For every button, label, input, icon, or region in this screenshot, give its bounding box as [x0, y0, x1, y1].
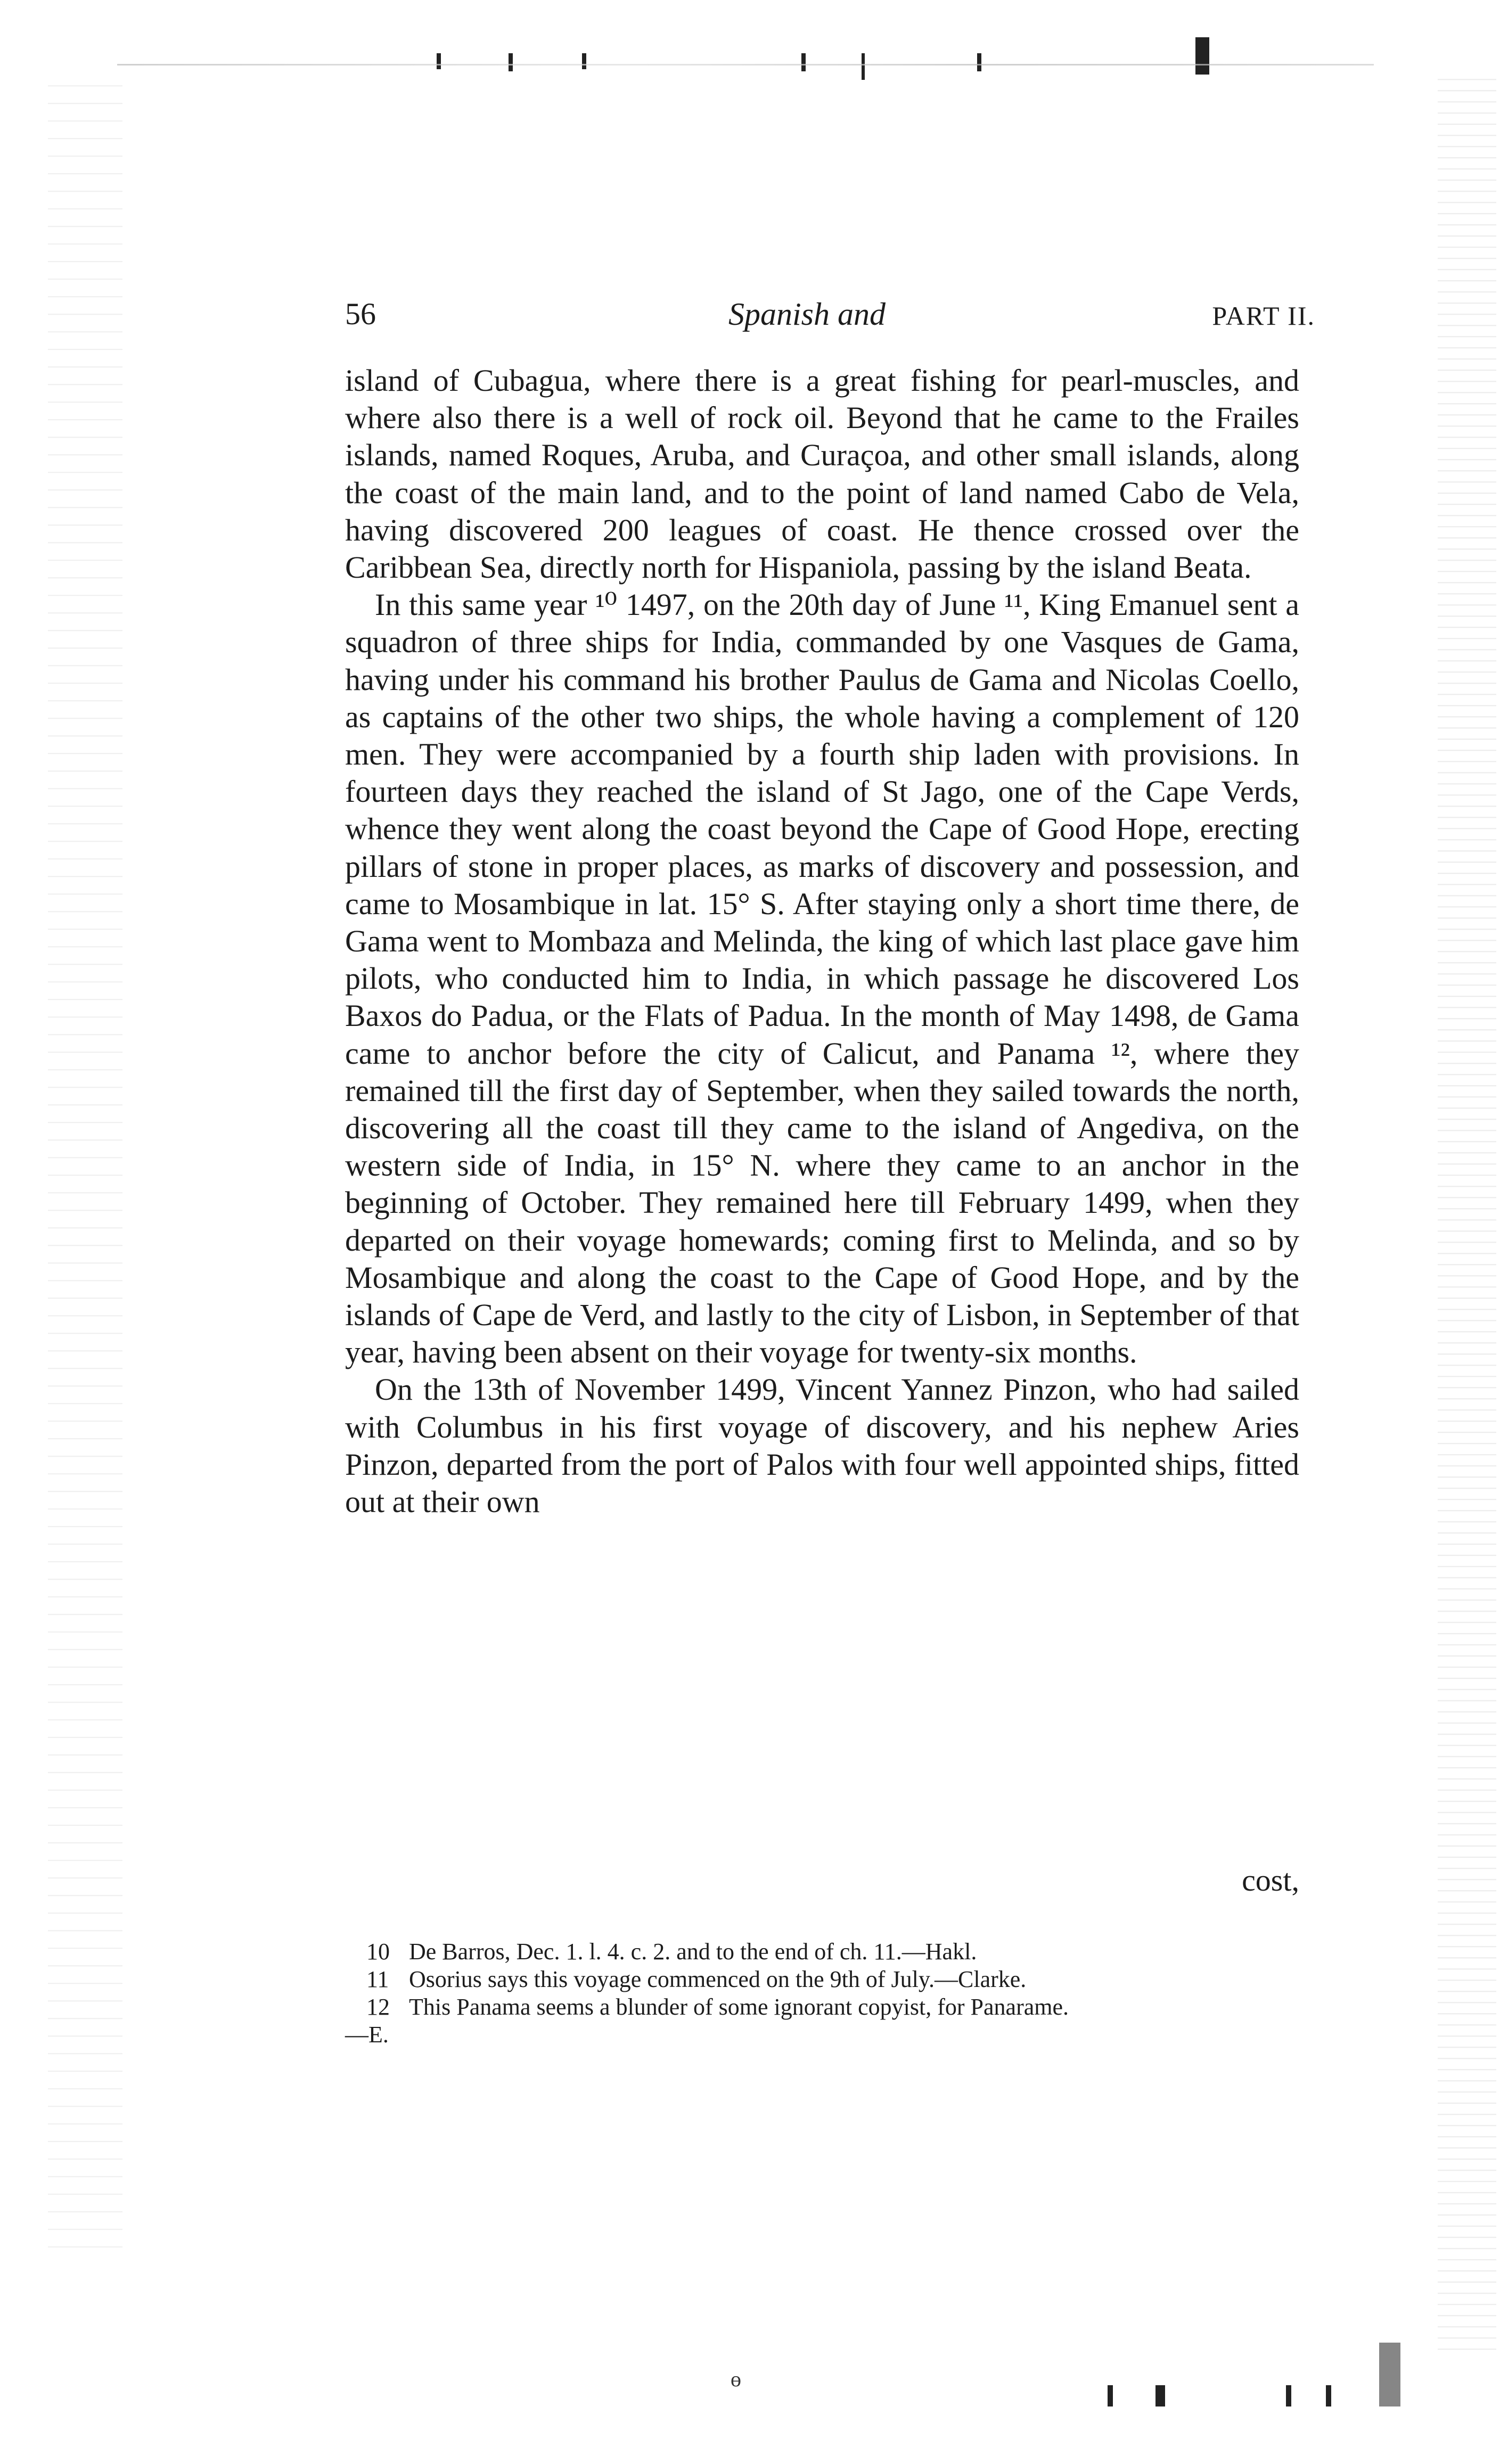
footnote-number: 12	[366, 1994, 390, 2020]
scan-bottom-marks	[80, 2332, 1464, 2438]
scan-right-edge	[1438, 69, 1496, 2359]
running-head	[345, 291, 1315, 339]
scan-left-edge	[48, 69, 122, 2252]
footnote-11	[345, 1966, 1298, 1993]
footnote-10	[345, 1938, 1298, 1966]
catchword: cost,	[1242, 1863, 1299, 1898]
footnote-text: De Barros, Dec. 1. l. 4. c. 2. and to the end of ch. 11.—Hakl.	[409, 1939, 977, 1965]
footnote-number: 10	[366, 1939, 390, 1965]
part-label: PART II.	[1212, 301, 1315, 331]
footnotes	[345, 1938, 1298, 2049]
body-text	[345, 362, 1299, 1521]
footnote-text: Osorius says this voyage commenced on the 9th of July.—Clarke.	[409, 1966, 1027, 1992]
page-number: 56	[345, 297, 376, 331]
running-title: Spanish and	[728, 297, 886, 332]
scan-top-marks	[0, 32, 1508, 91]
paragraph-3: On the 13th of November 1499, Vincent Yannez Pinzon, who had sailed with Columbus in his first voyage of discovery, and his nephew Aries Pinzon, departed from the port of Palos with four well appointed ships, fitted out at their own	[345, 1372, 1299, 1520]
footnote-continuation: —E.	[345, 2022, 389, 2048]
paragraph-2: In this same year ¹⁰ 1497, on the 20th day of June ¹¹, King Emanuel sent a squadron of three ships for India, commanded by one Vasques de Gama, having under his command his brother Paulus de Gama and Nicolas Coello, as captains of the other two ships, the whole having a complement of 120 men. They were accompanied by a fourth ship laden with provisions. In fourteen days they reached the island of St Jago, one of the Cape Verds, whence they went along the coast beyond the Cape of Good Hope, erecting pillars of stone in proper places, as marks of discovery and possession, and came to Mosambique in lat. 15° S. After staying only a short time there, de Gama went to Mombaza and Melinda, the king of which last place gave him pilots, who conducted him to India, in which passage he discovered Los Baxos do Padua, or the Flats of Padua. In the month of May 1498, de Gama came to anchor before the city of Calicut, and Panama ¹², where they remained till the first day of September, when they sailed towards the north, discovering all the coast till they came to the island of Angediva, on the western side of India, in 15° N. where they came to an anchor in the beginning of October. They remained here till February 1499, when they departed on their voyage homewards; coming first to Melinda, and so by Mosambique and along the coast to the Cape of Good Hope, and by the islands of Cape de Verd, and lastly to the city of Lisbon, in September of that year, having been absent on their voyage for twenty-six months.	[345, 587, 1299, 1370]
footnote-number: 11	[366, 1966, 389, 1992]
footnote-12	[345, 1993, 1298, 2021]
footnote-text: This Panama seems a blunder of some ignorant copyist, for Panarame.	[409, 1994, 1069, 2020]
scan-bottom-dot: ɵ	[731, 2367, 741, 2391]
scan-top-rule	[117, 64, 1374, 65]
paragraph-1: island of Cubagua, where there is a great fishing for pearl-muscles, and where also there is a well of rock oil. Beyond that he came to the Frailes islands, named Roques, Aruba, and Curaçoa, and other small islands, along the coast of the main land, and to the point of land named Cabo de Vela, having discovered 200 leagues of coast. He thence crossed over the Caribbean Sea, directly north for Hispaniola, passing by the island Beata.	[345, 363, 1299, 585]
